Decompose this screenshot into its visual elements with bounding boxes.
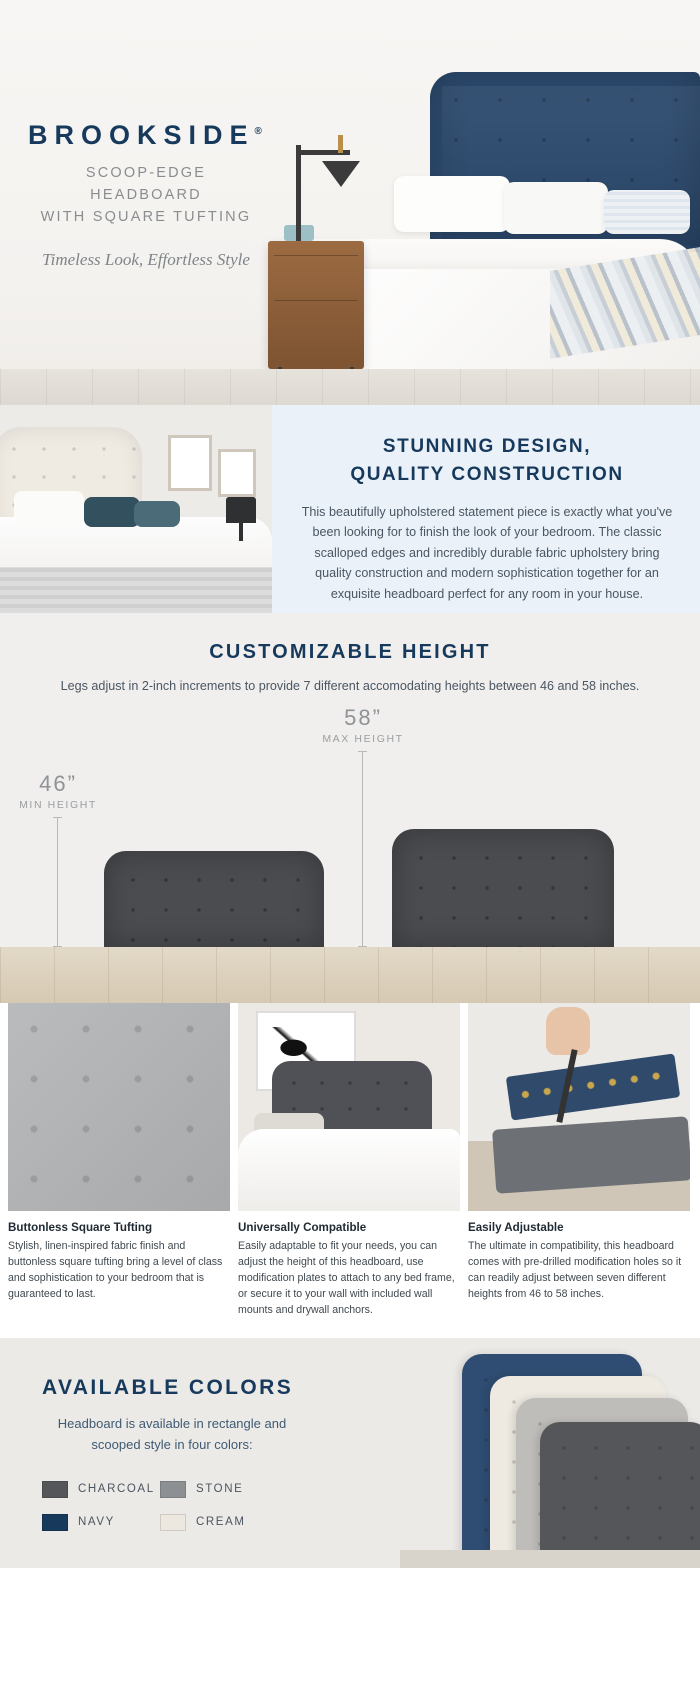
hero-text-block <box>28 120 264 270</box>
headboard-max-height <box>392 829 614 947</box>
min-height-label-group <box>8 771 108 811</box>
height-title: CUSTOMIZABLE HEIGHT <box>209 641 491 663</box>
headboard-swatch-charcoal <box>540 1422 700 1568</box>
color-stack-photo <box>400 1338 700 1568</box>
max-height-value: 58” <box>344 705 382 730</box>
color-swatch-list <box>42 1481 340 1531</box>
registered-mark: ® <box>254 126 262 137</box>
bedroom-photo <box>238 1003 460 1211</box>
features-section <box>0 1003 700 1338</box>
color-swatch-charcoal <box>42 1481 160 1498</box>
customizable-height-section <box>0 613 700 1003</box>
brand-logo <box>28 120 264 151</box>
available-colors-section <box>0 1338 700 1568</box>
accent-pillow <box>134 501 180 527</box>
hero-subtitle <box>28 163 264 228</box>
hero-subtitle-line1: SCOOP-EDGE HEADBOARD <box>85 165 207 203</box>
wall-art-frame <box>218 449 256 497</box>
swatch-chip-icon <box>160 1514 186 1531</box>
min-height-measure-line <box>57 817 58 947</box>
brand-name: BROOKSIDE <box>28 120 255 150</box>
swatch-chip-icon <box>42 1514 68 1531</box>
knit-blanket <box>0 567 272 613</box>
design-text-block <box>272 405 700 613</box>
design-section <box>0 405 700 613</box>
colors-title: AVAILABLE COLORS <box>42 1376 294 1400</box>
hero-tagline: Timeless Look, Effortless Style <box>42 250 250 270</box>
lamp-shade <box>322 161 360 187</box>
hero-section <box>0 0 700 405</box>
feature-body: Stylish, linen-inspired fabric finish and buttonless square tufting bring a level of class and sophistication to your bedroom that is guaranteed to last. <box>8 1240 223 1300</box>
max-height-label-group <box>310 705 416 745</box>
design-body: This beautifully upholstered statement piece is exactly what you've been looking for to finish the look of your bedroom. The classic scalloped edges and incredibly durable fabric upholstery bring quality construction and modern sophistication together for an exquisite headboard perfect for any room in your house. <box>301 505 673 601</box>
design-title-line1: STUNNING DESIGN, <box>382 436 592 457</box>
feature-title: Buttonless Square Tufting <box>8 1221 153 1234</box>
design-title <box>298 433 676 488</box>
pre-drilled-leg-rail <box>506 1053 680 1120</box>
wall-art-frame <box>168 435 212 491</box>
accent-pillow <box>84 497 140 527</box>
feature-title: Universally Compatible <box>238 1221 367 1234</box>
swatch-chip-icon <box>160 1481 186 1498</box>
color-swatch-stone <box>160 1481 278 1498</box>
color-swatch-cream <box>160 1514 278 1531</box>
hero-subtitle-line2: WITH SQUARE TUFTING <box>40 208 252 225</box>
striped-pillow <box>604 190 690 234</box>
tufting-closeup-photo <box>8 1003 230 1211</box>
colors-subtitle: Headboard is available in rectangle and scooped style in four colors: <box>57 1416 287 1452</box>
design-photo <box>0 405 272 613</box>
height-subtitle: Legs adjust in 2-inch increments to provide 7 different accomodating heights between 46 and 58 inches. <box>60 679 640 693</box>
floor <box>400 1550 700 1568</box>
color-swatch-navy <box>42 1514 160 1531</box>
design-title-line2: QUALITY CONSTRUCTION <box>350 463 624 485</box>
lamp-brass-accent <box>338 135 343 153</box>
swatch-label: STONE <box>196 1483 244 1496</box>
swatch-label: CHARCOAL <box>78 1483 155 1496</box>
pillow <box>14 491 84 525</box>
feature-card <box>238 1003 460 1318</box>
table-lamp <box>226 497 256 523</box>
colors-text-block <box>0 1338 340 1530</box>
hand <box>546 1007 590 1055</box>
swatch-label: CREAM <box>196 1516 246 1529</box>
headboard-back-fabric <box>492 1116 690 1194</box>
min-height-value: 46” <box>39 771 77 796</box>
min-height-caption: MIN HEIGHT <box>19 799 97 811</box>
hero-floor <box>0 369 700 405</box>
adjustment-photo <box>468 1003 690 1211</box>
height-header <box>0 613 700 696</box>
headboard-min-height <box>104 851 324 947</box>
features-row <box>0 1003 700 1318</box>
feature-body: Easily adaptable to fit your needs, you can adjust the height of this headboard, use modification plates to attach to any bed frame, or secure it to your wall with included wall mounts and drywall anchors. <box>238 1240 455 1316</box>
pillow <box>394 176 510 232</box>
swatch-label: NAVY <box>78 1516 115 1529</box>
pillow <box>504 182 608 234</box>
feature-card <box>8 1003 230 1318</box>
swatch-chip-icon <box>42 1481 68 1498</box>
feature-card <box>468 1003 690 1318</box>
feature-body: The ultimate in compatibility, this headboard comes with pre-drilled modification holes so it can readily adjust between seven different heights from 46 to 58 inches. <box>468 1240 682 1300</box>
white-bedding <box>238 1129 460 1211</box>
max-height-measure-line <box>362 751 363 947</box>
lamp-pole <box>296 145 301 241</box>
nightstand <box>268 241 364 369</box>
feature-title: Easily Adjustable <box>468 1221 564 1234</box>
wood-floor <box>0 947 700 1003</box>
max-height-caption: MAX HEIGHT <box>322 733 404 745</box>
